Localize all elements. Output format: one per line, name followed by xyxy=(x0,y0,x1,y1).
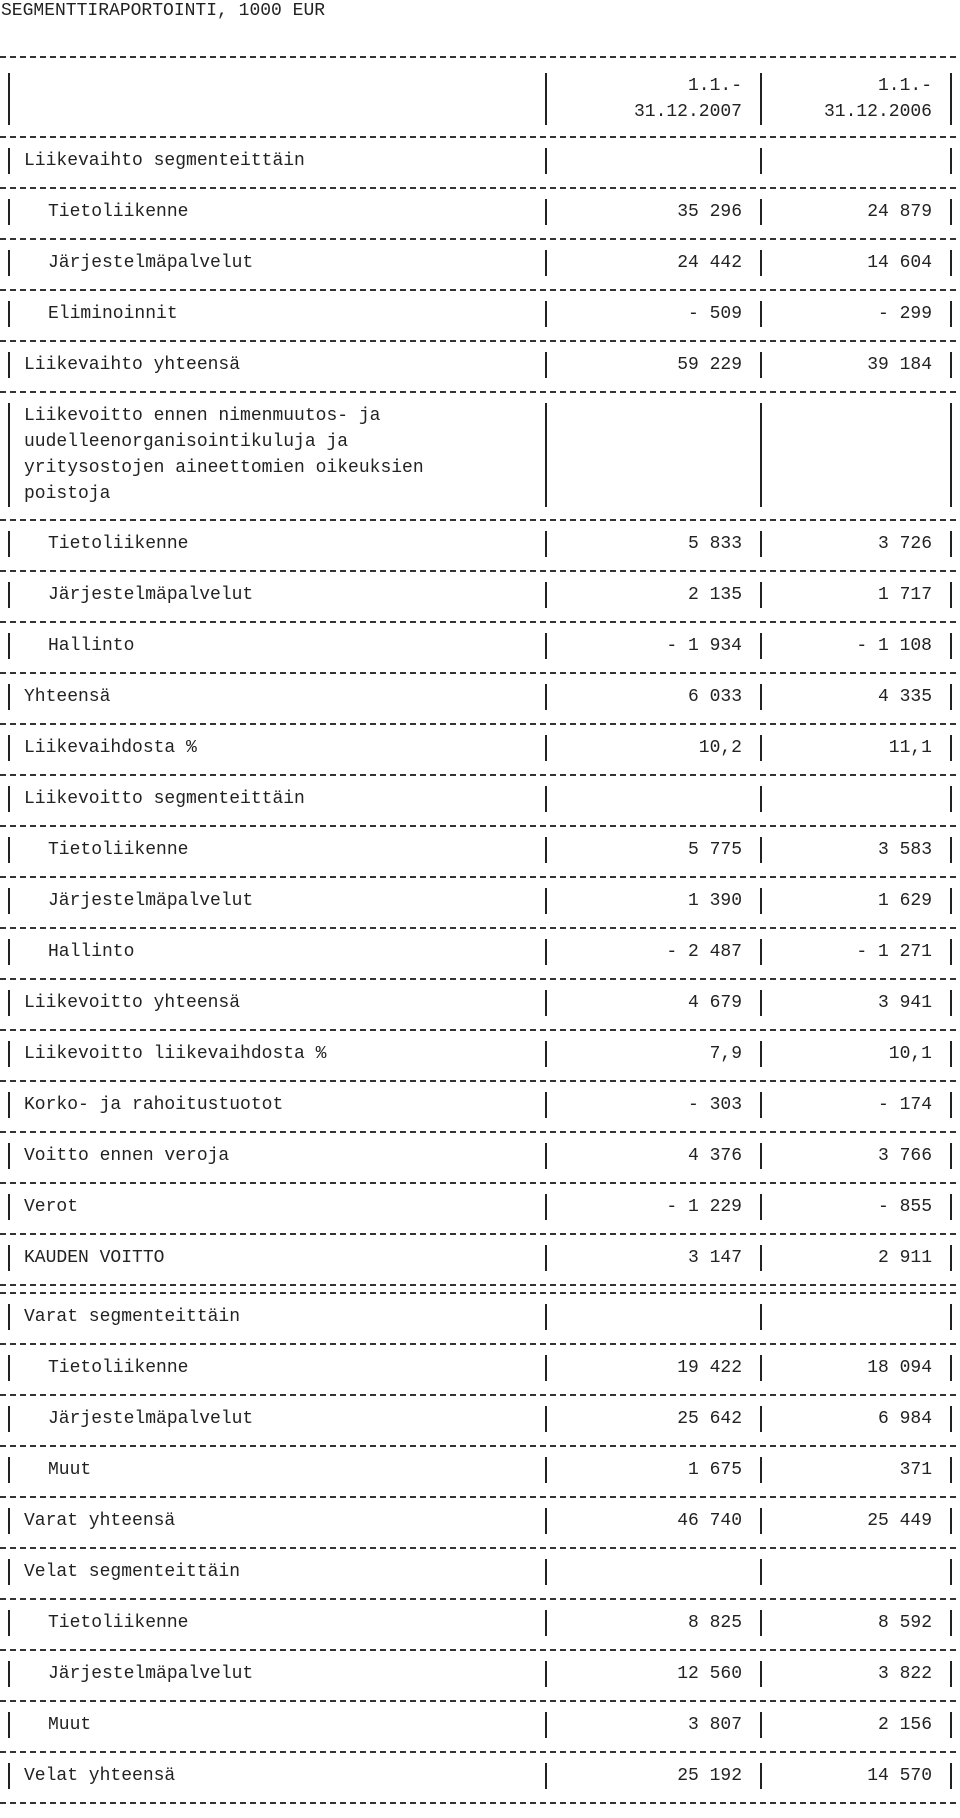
column-separator xyxy=(950,1355,952,1381)
column-separator xyxy=(950,403,952,507)
value-2006: - 174 xyxy=(877,1095,932,1115)
row-label: Varat yhteensä xyxy=(24,1511,176,1531)
row-divider xyxy=(0,1547,956,1549)
value-2007: 4 679 xyxy=(687,993,742,1013)
value-2006: 2 156 xyxy=(877,1715,932,1735)
value-2007: 12 560 xyxy=(677,1664,742,1684)
row-label: Voitto ennen veroja xyxy=(24,1146,230,1166)
value-2007: 24 442 xyxy=(677,253,742,273)
column-separator xyxy=(545,1406,547,1432)
row-divider xyxy=(0,621,956,623)
column-separator xyxy=(8,1559,10,1585)
column-separator xyxy=(760,939,762,965)
value-2006: 1 629 xyxy=(877,891,932,911)
row-divider xyxy=(0,238,956,240)
column-separator xyxy=(8,1245,10,1271)
row-label: Velat segmenteittäin xyxy=(24,1562,241,1582)
column-separator xyxy=(545,301,547,327)
row-label: uudelleenorganisointikuluja ja xyxy=(24,432,349,452)
row-divider xyxy=(0,1029,956,1031)
row-label: Liikevoitto yhteensä xyxy=(24,993,241,1013)
column-separator xyxy=(8,633,10,659)
column-separator xyxy=(950,1661,952,1687)
column-separator xyxy=(760,250,762,276)
header-col-2007-line2: 31.12.2007 xyxy=(633,102,742,122)
row-label: Tietoliikenne xyxy=(48,840,189,860)
column-separator xyxy=(8,1304,10,1330)
row-label: Yhteensä xyxy=(24,687,111,707)
row-label: Liikevaihto yhteensä xyxy=(24,355,241,375)
column-separator xyxy=(8,939,10,965)
column-separator xyxy=(8,1610,10,1636)
column-separator xyxy=(545,888,547,914)
column-separator xyxy=(8,148,10,174)
column-separator xyxy=(950,1508,952,1534)
column-separator xyxy=(545,735,547,761)
row-divider xyxy=(0,1080,956,1082)
column-separator xyxy=(8,352,10,378)
column-separator xyxy=(760,1194,762,1220)
column-separator xyxy=(545,73,547,125)
column-separator xyxy=(545,250,547,276)
column-separator xyxy=(8,1661,10,1687)
column-separator xyxy=(545,1610,547,1636)
column-separator xyxy=(545,403,547,507)
row-label: Järjestelmäpalvelut xyxy=(48,253,254,273)
row-divider xyxy=(0,927,956,929)
row-label: poistoja xyxy=(24,484,111,504)
column-separator xyxy=(950,633,952,659)
column-separator xyxy=(760,1712,762,1738)
column-separator xyxy=(950,199,952,225)
column-separator xyxy=(8,1457,10,1483)
value-2007: - 509 xyxy=(687,304,742,324)
row-divider xyxy=(0,1394,956,1396)
column-separator xyxy=(8,837,10,863)
row-label: Korko- ja rahoitustuotot xyxy=(24,1095,284,1115)
column-separator xyxy=(950,786,952,812)
column-separator xyxy=(8,735,10,761)
row-divider xyxy=(0,1343,956,1345)
row-label: Hallinto xyxy=(48,942,135,962)
row-label: Tietoliikenne xyxy=(48,1358,189,1378)
column-separator xyxy=(8,582,10,608)
row-divider xyxy=(0,672,956,674)
column-separator xyxy=(760,73,762,125)
value-2006: 3 583 xyxy=(877,840,932,860)
column-separator xyxy=(545,939,547,965)
row-divider xyxy=(0,1496,956,1498)
column-separator xyxy=(950,1763,952,1789)
column-separator xyxy=(545,1559,547,1585)
row-label: Liikevoitto ennen nimenmuutos- ja xyxy=(24,406,381,426)
value-2007: 2 135 xyxy=(687,585,742,605)
column-separator xyxy=(760,735,762,761)
value-2007: 25 642 xyxy=(677,1409,742,1429)
column-separator xyxy=(950,837,952,863)
column-separator xyxy=(8,888,10,914)
row-label: Järjestelmäpalvelut xyxy=(48,891,254,911)
column-separator xyxy=(760,1406,762,1432)
row-divider xyxy=(0,1598,956,1600)
row-divider xyxy=(0,391,956,393)
column-separator xyxy=(760,633,762,659)
column-separator xyxy=(760,582,762,608)
value-2007: - 303 xyxy=(687,1095,742,1115)
column-separator xyxy=(545,684,547,710)
column-separator xyxy=(760,1457,762,1483)
column-separator xyxy=(760,1508,762,1534)
value-2007: 5 833 xyxy=(687,534,742,554)
column-separator xyxy=(950,1092,952,1118)
value-2007: 6 033 xyxy=(687,687,742,707)
column-separator xyxy=(545,786,547,812)
column-separator xyxy=(760,1092,762,1118)
value-2006: 371 xyxy=(899,1460,932,1480)
column-separator xyxy=(950,990,952,1016)
column-separator xyxy=(950,1143,952,1169)
row-divider xyxy=(0,340,956,342)
column-separator xyxy=(950,1559,952,1585)
row-divider xyxy=(0,1802,956,1804)
column-separator xyxy=(8,73,10,125)
column-separator xyxy=(760,1041,762,1067)
column-separator xyxy=(545,1245,547,1271)
value-2007: 3 807 xyxy=(687,1715,742,1735)
row-divider xyxy=(0,56,956,58)
value-2006: 2 911 xyxy=(877,1248,932,1268)
column-separator xyxy=(8,1092,10,1118)
column-separator xyxy=(8,1508,10,1534)
column-separator xyxy=(950,1610,952,1636)
row-label: Liikevaihto segmenteittäin xyxy=(24,151,305,171)
value-2007: 1 390 xyxy=(687,891,742,911)
value-2007: - 1 934 xyxy=(666,636,742,656)
value-2007: 7,9 xyxy=(709,1044,742,1064)
column-separator xyxy=(8,684,10,710)
row-label: Liikevoitto liikevaihdosta % xyxy=(24,1044,327,1064)
column-separator xyxy=(545,582,547,608)
row-divider xyxy=(0,876,956,878)
value-2006: 18 094 xyxy=(867,1358,932,1378)
column-separator xyxy=(950,888,952,914)
column-separator xyxy=(8,531,10,557)
row-label: Muut xyxy=(48,1715,92,1735)
row-divider xyxy=(0,1284,956,1286)
value-2006: 25 449 xyxy=(867,1511,932,1531)
column-separator xyxy=(950,250,952,276)
column-separator xyxy=(8,301,10,327)
column-separator xyxy=(760,199,762,225)
value-2006: - 299 xyxy=(877,304,932,324)
column-separator xyxy=(950,531,952,557)
value-2006: 8 592 xyxy=(877,1613,932,1633)
column-separator xyxy=(8,1712,10,1738)
column-separator xyxy=(760,1610,762,1636)
column-separator xyxy=(950,1041,952,1067)
column-separator xyxy=(950,1304,952,1330)
value-2006: - 1 108 xyxy=(856,636,932,656)
value-2007: 5 775 xyxy=(687,840,742,860)
row-label: KAUDEN VOITTO xyxy=(24,1248,165,1268)
column-separator xyxy=(760,1143,762,1169)
column-separator xyxy=(950,1406,952,1432)
row-divider xyxy=(0,723,956,725)
row-divider xyxy=(0,1131,956,1133)
column-separator xyxy=(545,1457,547,1483)
row-label: Verot xyxy=(24,1197,79,1217)
column-separator xyxy=(950,939,952,965)
column-separator xyxy=(545,199,547,225)
column-separator xyxy=(545,1508,547,1534)
value-2007: - 2 487 xyxy=(666,942,742,962)
row-label: Muut xyxy=(48,1460,92,1480)
value-2007: 3 147 xyxy=(687,1248,742,1268)
value-2006: 11,1 xyxy=(888,738,932,758)
column-separator xyxy=(760,684,762,710)
row-label: Liikevaihdosta % xyxy=(24,738,197,758)
column-separator xyxy=(545,1304,547,1330)
column-separator xyxy=(760,888,762,914)
page-title: SEGMENTTIRAPORTOINTI, 1000 EUR xyxy=(1,1,326,21)
column-separator xyxy=(760,1763,762,1789)
column-separator xyxy=(8,1041,10,1067)
column-separator xyxy=(545,1092,547,1118)
column-separator xyxy=(760,403,762,507)
column-separator xyxy=(950,352,952,378)
value-2007: 35 296 xyxy=(677,202,742,222)
row-divider xyxy=(0,289,956,291)
row-divider xyxy=(0,774,956,776)
column-separator xyxy=(8,1143,10,1169)
row-label: Järjestelmäpalvelut xyxy=(48,1664,254,1684)
row-divider xyxy=(0,1751,956,1753)
column-separator xyxy=(8,403,10,507)
value-2007: 46 740 xyxy=(677,1511,742,1531)
value-2006: 1 717 xyxy=(877,585,932,605)
column-separator xyxy=(545,148,547,174)
row-divider xyxy=(0,1182,956,1184)
column-separator xyxy=(950,1245,952,1271)
row-divider xyxy=(0,1649,956,1651)
row-label: Tietoliikenne xyxy=(48,534,189,554)
column-separator xyxy=(950,1712,952,1738)
column-separator xyxy=(545,352,547,378)
column-separator xyxy=(950,684,952,710)
column-separator xyxy=(545,1143,547,1169)
row-label: Varat segmenteittäin xyxy=(24,1307,241,1327)
row-divider xyxy=(0,1233,956,1235)
column-separator xyxy=(8,1406,10,1432)
value-2006: 3 766 xyxy=(877,1146,932,1166)
value-2007: 25 192 xyxy=(677,1766,742,1786)
column-separator xyxy=(8,1355,10,1381)
row-label: Tietoliikenne xyxy=(48,1613,189,1633)
row-divider xyxy=(0,136,956,138)
value-2006: 4 335 xyxy=(877,687,932,707)
column-separator xyxy=(950,1194,952,1220)
column-separator xyxy=(760,301,762,327)
column-separator xyxy=(545,1661,547,1687)
column-separator xyxy=(8,199,10,225)
value-2006: 6 984 xyxy=(877,1409,932,1429)
value-2006: - 855 xyxy=(877,1197,932,1217)
value-2007: - 1 229 xyxy=(666,1197,742,1217)
value-2006: 3 726 xyxy=(877,534,932,554)
row-divider xyxy=(0,570,956,572)
row-label: Eliminoinnit xyxy=(48,304,178,324)
value-2006: 14 570 xyxy=(867,1766,932,1786)
column-separator xyxy=(545,1355,547,1381)
row-label: yritysostojen aineettomien oikeuksien xyxy=(24,458,424,478)
column-separator xyxy=(950,148,952,174)
column-separator xyxy=(950,301,952,327)
row-divider xyxy=(0,825,956,827)
value-2006: 14 604 xyxy=(867,253,932,273)
header-col-2006-line1: 1.1.- xyxy=(877,76,932,96)
column-separator xyxy=(8,1763,10,1789)
column-separator xyxy=(760,990,762,1016)
row-divider xyxy=(0,978,956,980)
column-separator xyxy=(545,990,547,1016)
header-col-2006-line2: 31.12.2006 xyxy=(823,102,932,122)
row-label: Järjestelmäpalvelut xyxy=(48,1409,254,1429)
column-separator xyxy=(950,582,952,608)
column-separator xyxy=(8,990,10,1016)
row-divider xyxy=(0,1700,956,1702)
row-divider xyxy=(0,1445,956,1447)
row-divider xyxy=(0,1292,956,1294)
column-separator xyxy=(760,531,762,557)
column-separator xyxy=(760,352,762,378)
column-separator xyxy=(545,1712,547,1738)
value-2006: 24 879 xyxy=(867,202,932,222)
value-2006: 3 941 xyxy=(877,993,932,1013)
value-2006: - 1 271 xyxy=(856,942,932,962)
row-label: Järjestelmäpalvelut xyxy=(48,585,254,605)
value-2007: 19 422 xyxy=(677,1358,742,1378)
column-separator xyxy=(545,633,547,659)
column-separator xyxy=(545,1194,547,1220)
column-separator xyxy=(545,1041,547,1067)
value-2006: 3 822 xyxy=(877,1664,932,1684)
column-separator xyxy=(760,1559,762,1585)
value-2007: 4 376 xyxy=(687,1146,742,1166)
column-separator xyxy=(760,148,762,174)
value-2006: 10,1 xyxy=(888,1044,932,1064)
column-separator xyxy=(760,1245,762,1271)
column-separator xyxy=(8,786,10,812)
header-col-2007-line1: 1.1.- xyxy=(687,76,742,96)
row-label: Liikevoitto segmenteittäin xyxy=(24,789,305,809)
column-separator xyxy=(760,1661,762,1687)
column-separator xyxy=(950,1457,952,1483)
value-2007: 1 675 xyxy=(687,1460,742,1480)
row-divider xyxy=(0,187,956,189)
column-separator xyxy=(545,531,547,557)
column-separator xyxy=(760,786,762,812)
row-label: Tietoliikenne xyxy=(48,202,189,222)
column-separator xyxy=(545,837,547,863)
value-2007: 59 229 xyxy=(677,355,742,375)
column-separator xyxy=(760,837,762,863)
column-separator xyxy=(950,73,952,125)
column-separator xyxy=(545,1763,547,1789)
column-separator xyxy=(950,735,952,761)
column-separator xyxy=(760,1355,762,1381)
value-2007: 8 825 xyxy=(687,1613,742,1633)
row-label: Velat yhteensä xyxy=(24,1766,176,1786)
column-separator xyxy=(8,250,10,276)
column-separator xyxy=(760,1304,762,1330)
value-2006: 39 184 xyxy=(867,355,932,375)
row-divider xyxy=(0,519,956,521)
row-label: Hallinto xyxy=(48,636,135,656)
column-separator xyxy=(8,1194,10,1220)
value-2007: 10,2 xyxy=(698,738,742,758)
